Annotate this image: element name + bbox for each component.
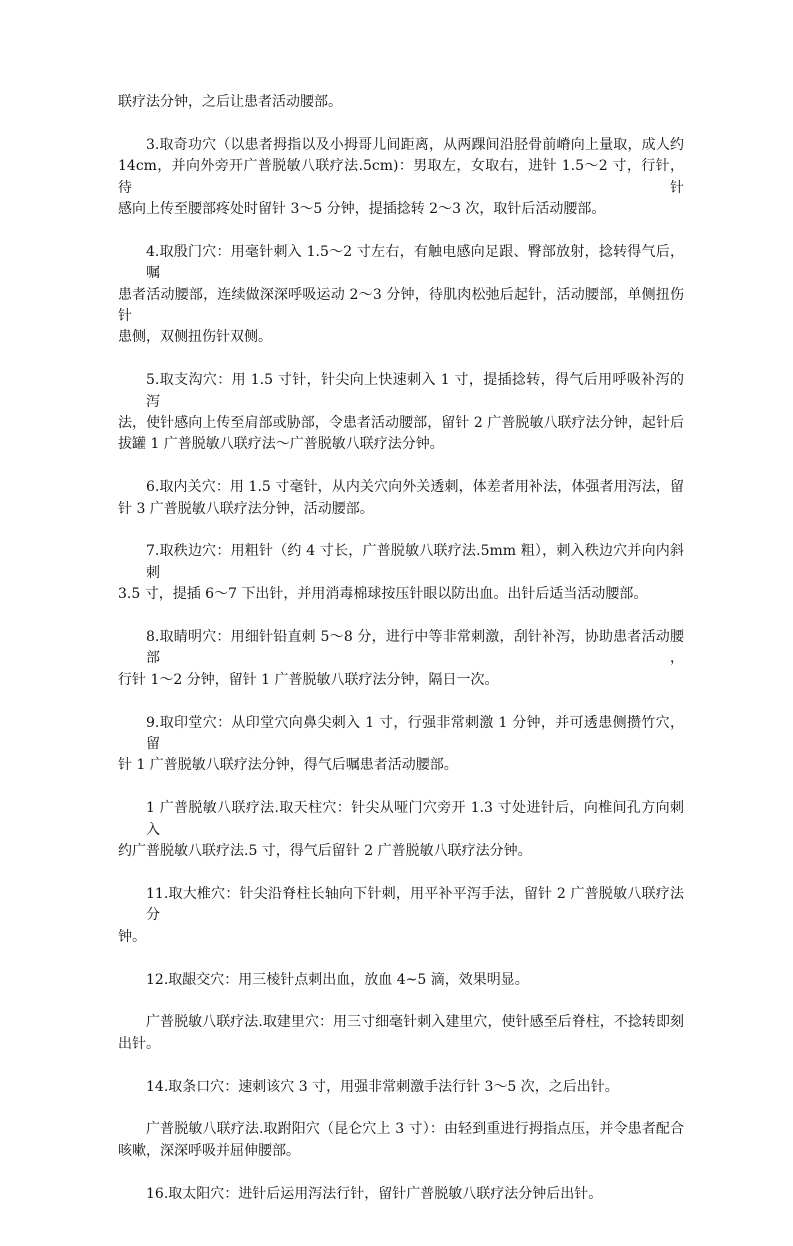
paragraph-line: 行针 1～2 分钟，留针 1 广普脱敏八联疗法分钟，隔日一次。 bbox=[118, 671, 499, 688]
paragraph-line: 1 广普脱敏八联疗法.取天柱穴：针尖从哑门穴旁开 1.3 寸处进针后，向椎间孔方向刺入 bbox=[146, 800, 684, 838]
paragraph bbox=[118, 627, 684, 691]
paragraph-line: 法，使针感向上传至肩部或胁部，令患者活动腰部，留针 2 广普脱敏八联疗法分钟，起针后 bbox=[118, 415, 684, 432]
paragraph bbox=[118, 135, 684, 221]
paragraph-line: 针 1 广普脱敏八联疗法分钟，得气后嘱患者活动腰部。 bbox=[118, 757, 458, 774]
paragraph-line: 4.取殷门穴：用毫针刺入 1.5～2 寸左右，有触电感向足跟、臀部放射，捻转得气后，嘱 bbox=[146, 243, 684, 282]
paragraph-line: 12.取龈交穴：用三棱针点刺出血，放血 4~5 滴，效果明显。 bbox=[146, 971, 529, 988]
paragraph-line: 拔罐 1 广普脱敏八联疗法～广普脱敏八联疗法分钟。 bbox=[118, 436, 444, 453]
paragraph-line: 16.取太阳穴：进针后运用泻法行针，留针广普脱敏八联疗法分钟后出针。 bbox=[146, 1185, 603, 1202]
paragraph-line: 3.5 寸，提插 6～7 下出针，并用消毒棉球按压针眼以防出血。出针后适当活动腰部。 bbox=[118, 586, 648, 603]
paragraph bbox=[118, 370, 684, 456]
paragraph-line: 广普脱敏八联疗法.取跗阳穴（昆仑穴上 3 寸）：由轻到重进行拇指点压，并令患者配合 bbox=[146, 1121, 684, 1138]
paragraph-line: 广普脱敏八联疗法.取建里穴：用三寸细毫针刺入建里穴，使针感至后脊柱，不捻转即刻 bbox=[146, 1014, 684, 1031]
paragraph bbox=[118, 1184, 684, 1205]
paragraph-line: 5.取支沟穴：用 1.5 寸针，针尖向上快速刺入 1 寸，提插捻转，得气后用呼吸补泻的泻 bbox=[146, 372, 684, 410]
paragraph bbox=[118, 713, 684, 777]
paragraph-line: 钟。 bbox=[118, 928, 146, 945]
paragraph bbox=[118, 798, 684, 862]
paragraph bbox=[118, 477, 684, 520]
paragraph-line: 针 3 广普脱敏八联疗法分钟，活动腰部。 bbox=[118, 500, 374, 517]
paragraph-line: 出针。 bbox=[118, 1035, 160, 1052]
paragraph-line: 7.取秩边穴：用粗针（约 4 寸长，广普脱敏八联疗法.5mm 粗），刺入秩边穴并向内斜刺 bbox=[146, 543, 684, 581]
paragraph bbox=[118, 92, 684, 113]
paragraph bbox=[118, 884, 684, 948]
paragraph-line: 咳嗽，深深呼吸并屈伸腰部。 bbox=[118, 1142, 300, 1159]
paragraph-line: 患者活动腰部，连续做深深呼吸运动 2～3 分钟，待肌肉松弛后起针，活动腰部，单侧扭伤针 bbox=[118, 286, 684, 325]
paragraph bbox=[118, 541, 684, 605]
paragraph bbox=[118, 1012, 684, 1055]
paragraph bbox=[118, 242, 684, 349]
paragraph-line: 3.取奇功穴（以患者拇指以及小拇哥儿间距离，从两踝间沿胫骨前嵴向上量取，成人约 bbox=[146, 136, 684, 153]
paragraph-line: 9.取印堂穴：从印堂穴向鼻尖刺入 1 寸，行强非常刺激 1 分钟，并可透患侧攒竹穴，留 bbox=[146, 714, 684, 753]
paragraph bbox=[118, 1077, 684, 1098]
paragraph-line: 患侧，双侧扭伤针双侧。 bbox=[118, 329, 272, 346]
paragraph-line: 约广普脱敏八联疗法.5 寸，得气后留针 2 广普脱敏八联疗法分钟。 bbox=[118, 843, 532, 860]
paragraph-line: 8.取睛明穴：用细针铅直刺 5～8 分，进行中等非常刺激，刮针补泻，协助患者活动腰部， bbox=[146, 629, 684, 667]
paragraph bbox=[118, 1119, 684, 1162]
paragraph-line: 14.取条口穴：速刺该穴 3 寸，用强非常刺激手法行针 3～5 次，之后出针。 bbox=[146, 1078, 619, 1095]
paragraph-line: 11.取大椎穴：针尖沿脊柱长轴向下针刺，用平补平泻手法，留针 2 广普脱敏八联疗法分 bbox=[146, 885, 684, 924]
paragraph bbox=[118, 970, 684, 991]
paragraph-line: 联疗法分钟，之后让患者活动腰部。 bbox=[118, 94, 342, 110]
document-page bbox=[118, 0, 684, 1246]
paragraph-line: 6.取内关穴：用 1.5 寸毫针，从内关穴向外关透刺，体差者用补法，体强者用泻法，留 bbox=[146, 479, 684, 496]
paragraph-line: 感向上传至腰部疼处时留针 3～5 分钟，提插捻转 2～3 次，取针后活动腰部。 bbox=[118, 201, 606, 218]
paragraph-line: 14cm，并向外旁开广普脱敏八联疗法.5cm)：男取左，女取右，进针 1.5～2 寸，行针，待针 bbox=[118, 158, 684, 196]
